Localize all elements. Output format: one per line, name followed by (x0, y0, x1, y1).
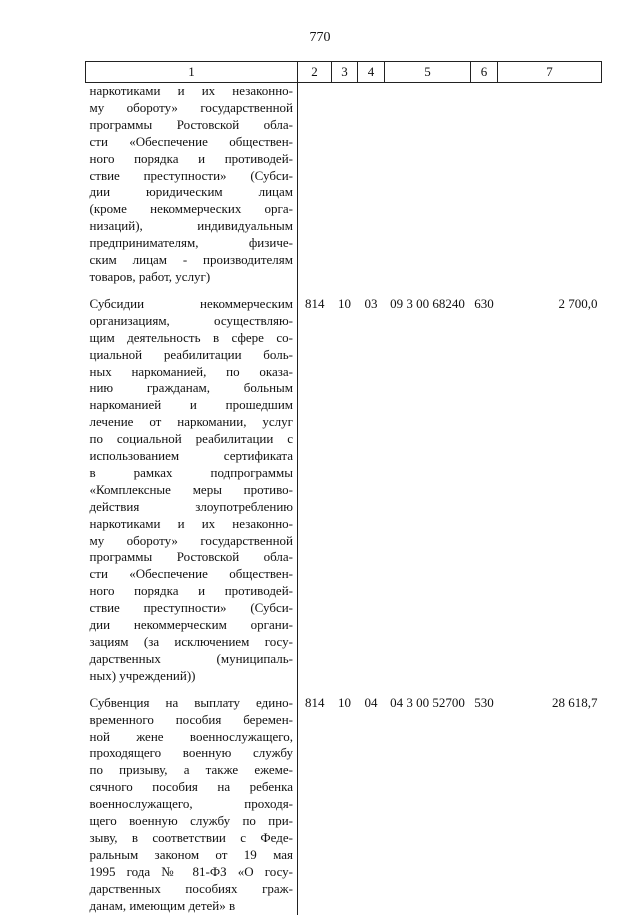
description-line: Субсидии некоммерческим (89, 295, 293, 311)
cell-section (332, 83, 358, 286)
spacer-cell (332, 685, 358, 695)
description-line: данам, имеющим детей» в (89, 897, 236, 913)
spacer-cell (86, 685, 298, 695)
cell-subsection: 03 (364, 295, 378, 311)
description-line: лечение от наркомании, услуг (89, 414, 293, 430)
description-line: 1995 года № 81-ФЗ «О госу- (89, 863, 293, 879)
col-header-2: 2 (298, 62, 332, 83)
spacer-cell (385, 286, 471, 296)
description-line: наркоманией и прошедшим (89, 397, 293, 413)
spacer-cell (498, 685, 602, 695)
row-spacer (86, 685, 602, 695)
description-line: му обороту» государственной (89, 99, 293, 115)
row-description (86, 695, 298, 915)
budget-table (85, 61, 602, 915)
cell-expense-type: 530 (474, 694, 494, 710)
description-line: временного пособия беремен- (89, 711, 293, 727)
cell-expense-type (471, 83, 498, 286)
spacer-cell (298, 685, 332, 695)
cell-section: 10 (338, 295, 351, 311)
spacer-cell (471, 685, 498, 695)
spacer-cell (332, 286, 358, 296)
description-line: сячного пособия на ребенка (89, 779, 293, 795)
cell-expense-type: 630 (474, 295, 494, 311)
spacer-cell (471, 286, 498, 296)
spacer-cell (86, 286, 298, 296)
spacer-cell (358, 685, 385, 695)
description-line: программы Ростовской обла- (89, 549, 293, 565)
description-line: зыву, в соответствии с Феде- (89, 829, 293, 845)
description-line: ных наркоманией, по оказа- (89, 363, 293, 379)
table-row (86, 296, 602, 685)
row-spacer (86, 286, 602, 296)
description-line: сти «Обеспечение обществен- (89, 133, 293, 149)
description-line: ствие преступности» (Субси- (89, 600, 293, 616)
description-line: сти «Обеспечение обществен- (89, 566, 293, 582)
description-line: щим деятельность в сфере со- (89, 329, 293, 345)
description-line: ствие преступности» (Субси- (89, 167, 293, 183)
cell-admin-code: 814 (305, 295, 325, 311)
spacer-cell (385, 685, 471, 695)
description-line: (кроме некоммерческих орга- (89, 201, 293, 217)
description-line: зациям (за исключением госу- (89, 634, 293, 649)
spacer-cell (298, 286, 332, 296)
description-line: наркотиками и их незаконно- (89, 515, 293, 531)
description-line: низаций), индивидуальным (89, 218, 293, 234)
description-line: наркотиками и их незаконно- (89, 83, 293, 98)
description-line: использованием сертификата (89, 448, 293, 464)
cell-subsection (358, 83, 385, 286)
header-row (86, 62, 602, 83)
description-line: дии некоммерческим органи- (89, 617, 293, 633)
description-line: дарственных (муниципаль- (89, 650, 293, 666)
col-header-4: 4 (358, 62, 385, 83)
cell-admin-code: 814 (305, 694, 325, 710)
cell-target-article: 09 3 00 68240 (390, 295, 465, 311)
table-row (86, 695, 602, 915)
description-line: дарственных пособиях граж- (89, 880, 293, 896)
cell-target-article: 04 3 00 52700 (390, 694, 465, 710)
description-line: Субвенция на выплату едино- (89, 694, 293, 710)
cell-amount: 2 700,0 (558, 295, 598, 311)
description-line: товаров, работ, услуг) (89, 268, 211, 284)
col-header-5: 5 (385, 62, 471, 83)
description-line: ральным законом от 19 мая (89, 846, 293, 862)
col-header-6: 6 (471, 62, 498, 83)
description-line: организациям, осуществляю- (89, 312, 293, 328)
description-line: щего военную службу по при- (89, 813, 293, 829)
description-line: «Комплексные меры противо- (89, 481, 293, 497)
page-number: 770 (309, 30, 331, 45)
description-line: в рамках подпрограммы (89, 464, 293, 480)
description-line: ским лицам - производителям (89, 252, 293, 268)
description-line: ных) учреждений)) (89, 667, 196, 683)
cell-amount: 28 618,7 (552, 694, 598, 710)
cell-amount (498, 83, 602, 286)
description-line: по социальной реабилитации с (89, 431, 293, 447)
description-line: по призыву, а также ежеме- (89, 762, 293, 778)
spacer-cell (498, 286, 602, 296)
cell-subsection: 04 (364, 694, 378, 710)
col-header-1: 1 (86, 62, 298, 83)
cell-admin-code (298, 83, 332, 286)
col-header-3: 3 (332, 62, 358, 83)
description-line: программы Ростовской обла- (89, 116, 293, 132)
description-line: предпринимателям, физиче- (89, 235, 293, 251)
description-line: дии юридическим лицам (89, 184, 293, 200)
description-line: нию гражданам, больным (89, 380, 293, 396)
cell-section: 10 (338, 694, 351, 710)
spacer-cell (358, 286, 385, 296)
description-line: проходящего военную службу (89, 745, 293, 761)
description-line: ного порядка и противодей- (89, 583, 293, 599)
col-header-7: 7 (498, 62, 602, 83)
description-line: ного порядка и противодей- (89, 150, 293, 166)
row-description (86, 83, 298, 286)
table-row (86, 83, 602, 286)
description-line: му обороту» государственной (89, 532, 293, 548)
description-line: действия злоупотреблению (89, 498, 293, 514)
row-description (86, 296, 298, 685)
description-line: военнослужащего, проходя- (89, 796, 293, 812)
description-line: циальной реабилитации боль- (89, 346, 293, 362)
description-line: ной жене военнослужащего, (89, 728, 293, 744)
cell-target-article (385, 83, 471, 286)
